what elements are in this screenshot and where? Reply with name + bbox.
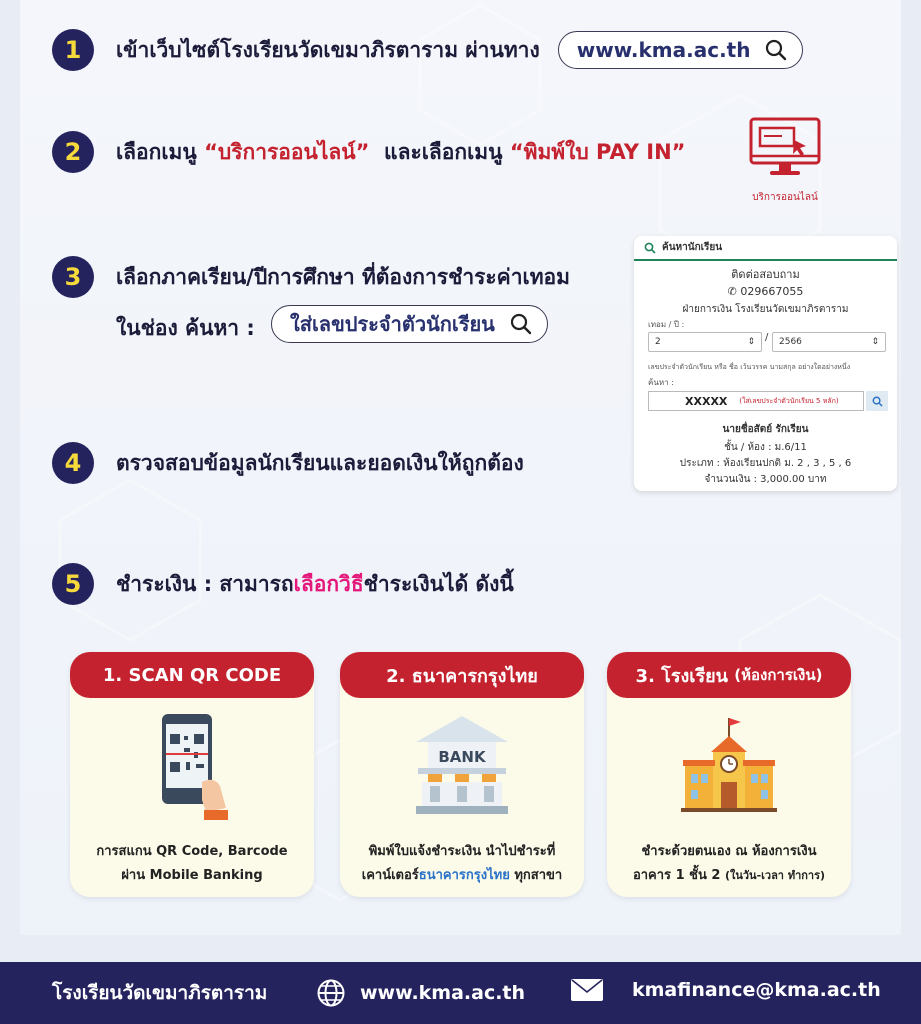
search-icon (509, 312, 533, 336)
envelope-icon (570, 978, 604, 1002)
step-number: 1 (52, 29, 94, 71)
online-service-icon-group[interactable] (748, 116, 822, 205)
menu-pay-in: “พิมพ์ใบ PAY IN” (509, 139, 686, 164)
search-icon (872, 396, 883, 407)
website-search-pill[interactable] (558, 31, 804, 69)
student-type: ประเภท : ห้องเรียนปกติ ม. 2 , 3 , 5 , 6 (679, 458, 852, 469)
payment-card-school[interactable] (607, 652, 851, 897)
student-id-search-pill[interactable] (271, 305, 548, 343)
website-url: www.kma.ac.th (576, 38, 751, 62)
step-number: 5 (52, 563, 94, 605)
card-description: พิมพ์ใบแจ้งชำระเงิน นำไปชำระที่ เคาน์เตอร์ธนาคารกรุงไทย ทุกสาขา (361, 844, 563, 883)
search-panel-header (634, 236, 897, 261)
choose-method-highlight: เลือกวิธี (293, 571, 364, 596)
select-arrow-icon: ⇕ (871, 337, 879, 347)
step-5 (52, 563, 514, 605)
step-4 (52, 442, 524, 484)
search-label: ค้นหา : (648, 378, 674, 387)
computer-monitor-icon (748, 116, 822, 180)
contact-phone: ✆ 029667055 (727, 285, 804, 298)
finance-dept: ฝ่ายการเงิน โรงเรียนวัดเขมาภิรตาราม (682, 304, 849, 315)
student-search-panel (634, 236, 897, 491)
card-title: 1. SCAN QR CODE (70, 652, 314, 698)
step-number: 3 (52, 256, 94, 298)
student-class: ชั้น / ห้อง : ม.6/11 (724, 442, 807, 453)
step-text: ชำระเงิน : สามารถเลือกวิธีชำระเงินได้ ดังนี้ (116, 571, 514, 596)
search-icon (764, 38, 788, 62)
phone-qr-icon (154, 712, 230, 822)
payment-card-krungthai[interactable] (340, 652, 584, 897)
step-2 (52, 131, 685, 173)
term-label: เทอม / ปี : (648, 320, 685, 329)
globe-icon (316, 978, 346, 1008)
online-service-label: บริการออนไลน์ (752, 192, 818, 203)
search-hint: เลขประจำตัวนักเรียน หรือ ชื่อ เว้นวรรค นามสกุล อย่างใดอย่างหนึ่ง (648, 363, 851, 371)
card-title: 3. โรงเรียน (ห้องการเงิน) (607, 652, 851, 698)
step-text-line2: ในช่อง ค้นหา : (116, 316, 255, 340)
footer-bar (0, 962, 921, 1024)
contact-label: ติดต่อสอบถาม (731, 268, 800, 281)
bank-building-icon (412, 712, 512, 816)
student-amount: จำนวนเงิน : 3,000.00 บาท (704, 474, 827, 485)
step-1 (52, 29, 803, 71)
step-text-line1: เลือกภาคเรียน/ปีการศึกษา ที่ต้องการชำระค่าเทอม (116, 264, 571, 289)
footer-school-name: โรงเรียนวัดเขมาภิรตาราม (52, 982, 268, 1004)
krungthai-highlight: ธนาคารกรุงไทย (418, 868, 510, 883)
student-search-input[interactable]: XXXXX (ใส่เลขประจำตัวนักเรียน 5 หลัก) (648, 391, 864, 411)
student-name: นายชื่อสัตย์ รักเรียน (722, 424, 809, 435)
search-button[interactable] (866, 391, 888, 411)
step-number: 2 (52, 131, 94, 173)
school-building-icon (681, 712, 777, 812)
step-text: เข้าเว็บไซต์โรงเรียนวัดเขมาภิรตาราม ผ่านทาง (116, 37, 540, 62)
step-number: 4 (52, 442, 94, 484)
phone-icon: ✆ (727, 285, 741, 298)
footer-website[interactable]: www.kma.ac.th (316, 978, 525, 1008)
step-text: ตรวจสอบข้อมูลนักเรียนและยอดเงินให้ถูกต้อง (116, 450, 524, 475)
term-separator: / (765, 332, 769, 343)
student-id-placeholder: ใส่เลขประจำตัวนักเรียน (290, 312, 495, 336)
term-select[interactable]: 2 ⇕ (648, 332, 762, 352)
step-3 (52, 256, 570, 298)
menu-online-service: “บริการออนไลน์” (204, 139, 370, 164)
step-text: เลือกเมนู “บริการออนไลน์” และเลือกเมนู “พิมพ์ใบ PAY IN” (116, 139, 686, 164)
bank-sign: BANK (438, 748, 486, 766)
search-panel-title: ค้นหานักเรียน (662, 242, 723, 253)
card-description: การสแกน QR Code, Barcode ผ่าน Mobile Banking (96, 844, 288, 883)
card-title: 2. ธนาคารกรุงไทย (340, 652, 584, 698)
footer-email[interactable]: kmafinance@kma.ac.th (570, 978, 881, 1002)
magnifier-icon (644, 242, 656, 254)
select-arrow-icon: ⇕ (747, 337, 755, 347)
year-select[interactable]: 2566 ⇕ (772, 332, 886, 352)
payment-card-qr[interactable] (70, 652, 314, 897)
card-description: ชำระด้วยตนเอง ณ ห้องการเงิน อาคาร 1 ชั้น 2 (ในวัน-เวลา ทำการ) (632, 844, 826, 883)
